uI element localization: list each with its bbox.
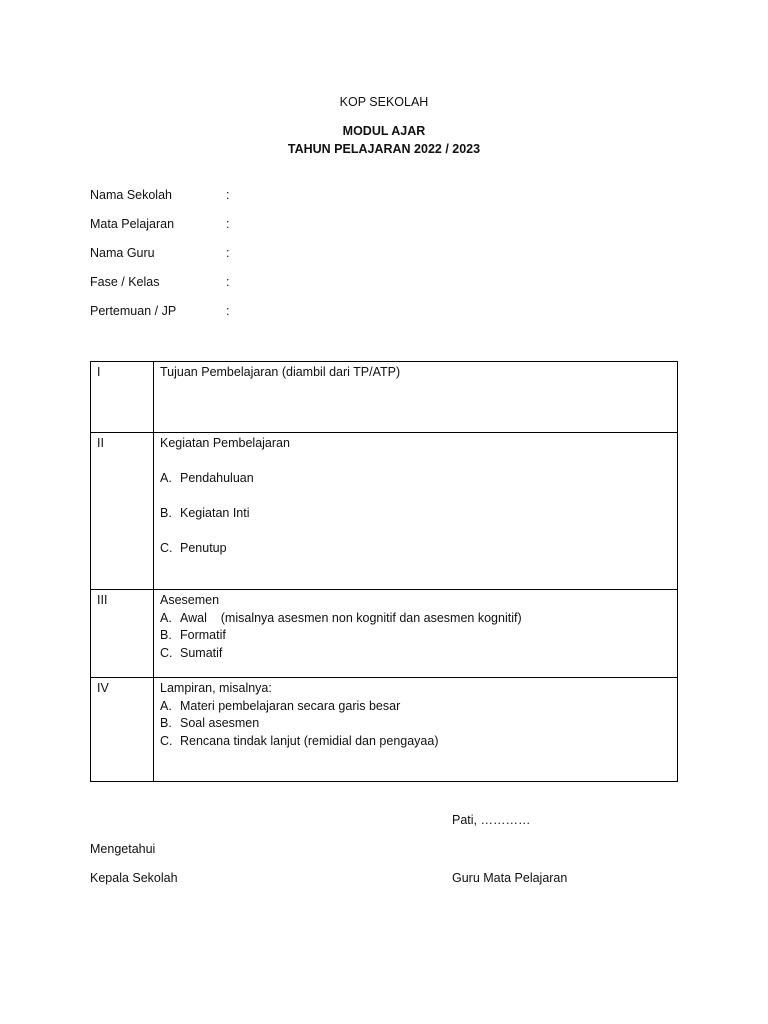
list-item — [160, 610, 671, 628]
row-content — [154, 590, 678, 678]
list-item-text: Sumatif — [180, 645, 223, 660]
modul-table — [90, 361, 678, 782]
list-item-letter: C. — [160, 733, 173, 748]
row-title: Lampiran, misalnya: — [160, 681, 272, 695]
list-item-text: Pendahuluan — [180, 471, 254, 485]
list-item-text: Awal (misalnya asesmen non kognitif dan asesmen kognitif) — [180, 610, 522, 625]
row-content — [154, 678, 678, 782]
list-item-letter: A. — [160, 610, 172, 625]
field-label-nama-sekolah: Nama Sekolah — [90, 188, 172, 202]
list-item — [160, 470, 671, 488]
document-title: MODUL AJAR — [342, 124, 426, 138]
list-item — [160, 627, 671, 645]
list-item-text: Rencana tindak lanjut (remidial dan pengayaa) — [180, 733, 439, 748]
field-label-nama-guru: Nama Guru — [90, 246, 155, 260]
list-item-text: Formatif — [180, 628, 226, 642]
field-label-mata-pelajaran: Mata Pelajaran — [90, 217, 175, 231]
list-item-letter: A. — [160, 471, 172, 485]
field-colon: : — [226, 275, 230, 289]
table-row — [91, 678, 678, 782]
row-title: Tujuan Pembelajaran (diambil dari TP/ATP) — [160, 365, 401, 379]
row-number: III — [91, 590, 154, 678]
list-item-letter: B. — [160, 506, 172, 520]
list-item-text: Penutup — [180, 541, 227, 555]
field-colon: : — [226, 188, 230, 202]
mengetahui-label: Mengetahui — [90, 842, 156, 856]
list-item — [160, 505, 671, 523]
row-content — [154, 433, 678, 590]
row-content — [154, 362, 678, 433]
row-title: Kegiatan Pembelajaran — [160, 436, 290, 450]
field-label-fase-kelas: Fase / Kelas — [90, 275, 160, 289]
kop-sekolah: KOP SEKOLAH — [339, 95, 429, 109]
table-row — [91, 590, 678, 678]
list-item-text: Kegiatan Inti — [180, 506, 250, 520]
list-item-letter: B. — [160, 628, 172, 642]
list-item — [160, 540, 671, 558]
list-item — [160, 645, 671, 663]
row-title: Asesemen — [160, 593, 220, 607]
table-row — [91, 362, 678, 433]
kepala-sekolah-label: Kepala Sekolah — [90, 871, 178, 885]
list-item-letter: C. — [160, 645, 173, 660]
row-number: IV — [91, 678, 154, 782]
row-number: I — [91, 362, 154, 433]
list-item-letter: A. — [160, 698, 172, 713]
field-colon: : — [226, 304, 230, 318]
academic-year: TAHUN PELAJARAN 2022 / 2023 — [287, 142, 481, 156]
field-colon: : — [226, 217, 230, 231]
place-date: Pati, ………… — [452, 813, 531, 827]
field-label-pertemuan-jp: Pertemuan / JP — [90, 304, 177, 318]
row-number: II — [91, 433, 154, 590]
list-item — [160, 733, 671, 751]
list-item-text: Soal asesmen — [180, 716, 260, 730]
table-row — [91, 433, 678, 590]
list-item-text: Materi pembelajaran secara garis besar — [180, 698, 401, 713]
list-item-letter: B. — [160, 716, 172, 730]
list-item — [160, 715, 671, 733]
list-item — [160, 698, 671, 716]
list-item-letter: C. — [160, 541, 173, 555]
guru-mata-pelajaran-label: Guru Mata Pelajaran — [452, 871, 568, 885]
field-colon: : — [226, 246, 230, 260]
